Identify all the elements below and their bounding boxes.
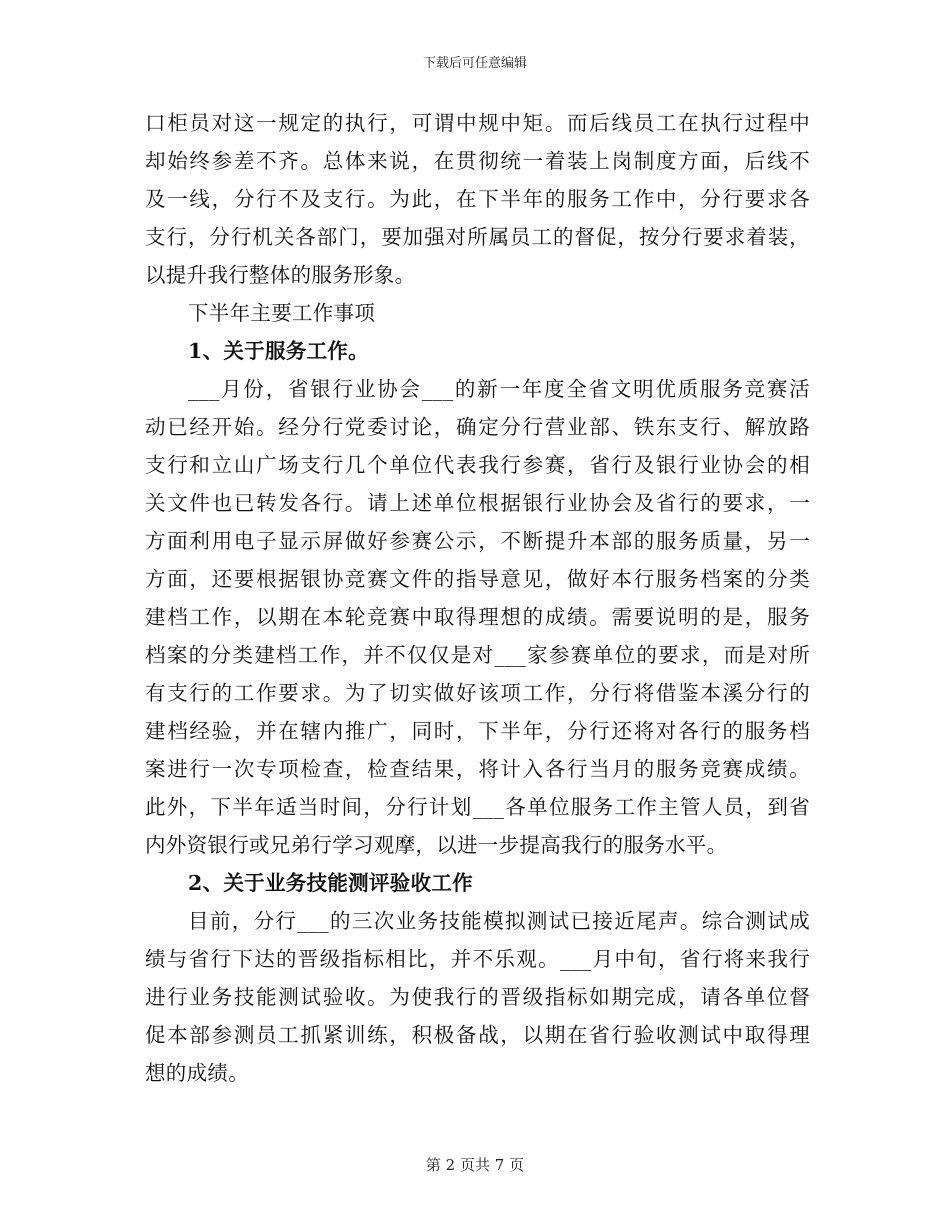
text-line: 动已经开始。经分行党委讨论，确定分行营业部、铁东支行、解放路: [145, 415, 810, 439]
text-line: 下半年主要工作事项: [188, 301, 376, 325]
text-line: 内外资银行或兄弟行学习观摩，以进一步提高我行的服务水平。: [145, 833, 728, 857]
page-header: 下载后可任意编辑: [422, 56, 527, 71]
text-line: 口柜员对这一规定的执行，可谓中规中矩。而后线员工在执行过程中: [145, 111, 810, 135]
text-line: 案进行一次专项检查，检查结果，将计入各行当月的服务竞赛成绩。: [145, 757, 810, 781]
text-line: 想的成绩。: [145, 1061, 249, 1085]
text-line: 及一线，分行不及支行。为此，在下半年的服务工作中，分行要求各: [145, 187, 810, 211]
section-heading: 2、关于业务技能测评验收工作: [188, 871, 473, 895]
text-line: 方面，还要根据银协竞赛文件的指导意见，做好本行服务档案的分类: [145, 567, 810, 591]
text-line: ___月份，省银行业协会___的新一年度全省文明优质服务竞赛活: [188, 377, 810, 401]
text-line: 档案的分类建档工作，并不仅仅是对___家参赛单位的要求，而是对所: [145, 643, 810, 667]
text-line: 进行业务技能测试验收。为使我行的晋级指标如期完成，请各单位督: [145, 985, 810, 1009]
page-footer: 第 2 页共 7 页: [425, 1156, 525, 1174]
text-line: 建档工作，以期在本轮竞赛中取得理想的成绩。需要说明的是，服务: [145, 605, 810, 629]
document-body: [145, 104, 810, 1092]
text-line: 以提升我行整体的服务形象。: [145, 263, 416, 287]
text-line: 目前，分行___的三次业务技能模拟测试已接近尾声。综合测试成: [188, 909, 810, 933]
text-line: 方面利用电子显示屏做好参赛公示，不断提升本部的服务质量，另一: [145, 529, 810, 553]
section-heading: 1、关于服务工作。: [188, 339, 369, 363]
text-line: 建档经验，并在辖内推广，同时，下半年，分行还将对各行的服务档: [145, 719, 810, 743]
text-line: 此外，下半年适当时间，分行计划___各单位服务工作主管人员，到省: [145, 795, 810, 819]
text-line: 支行和立山广场支行几个单位代表我行参赛，省行及银行业协会的相: [145, 453, 810, 477]
text-line: 关文件也已转发各行。请上述单位根据银行业协会及省行的要求，一: [145, 491, 810, 515]
text-line: 绩与省行下达的晋级指标相比，并不乐观。___月中旬，省行将来我行: [145, 947, 810, 971]
text-line: 支行，分行机关各部门，要加强对所属员工的督促，按分行要求着装，: [145, 225, 810, 249]
text-line: 促本部参测员工抓紧训练，积极备战，以期在省行验收测试中取得理: [145, 1023, 810, 1047]
text-line: 有支行的工作要求。为了切实做好该项工作，分行将借鉴本溪分行的: [145, 681, 810, 705]
text-line: 却始终参差不齐。总体来说，在贯彻统一着装上岗制度方面，后线不: [145, 149, 810, 173]
